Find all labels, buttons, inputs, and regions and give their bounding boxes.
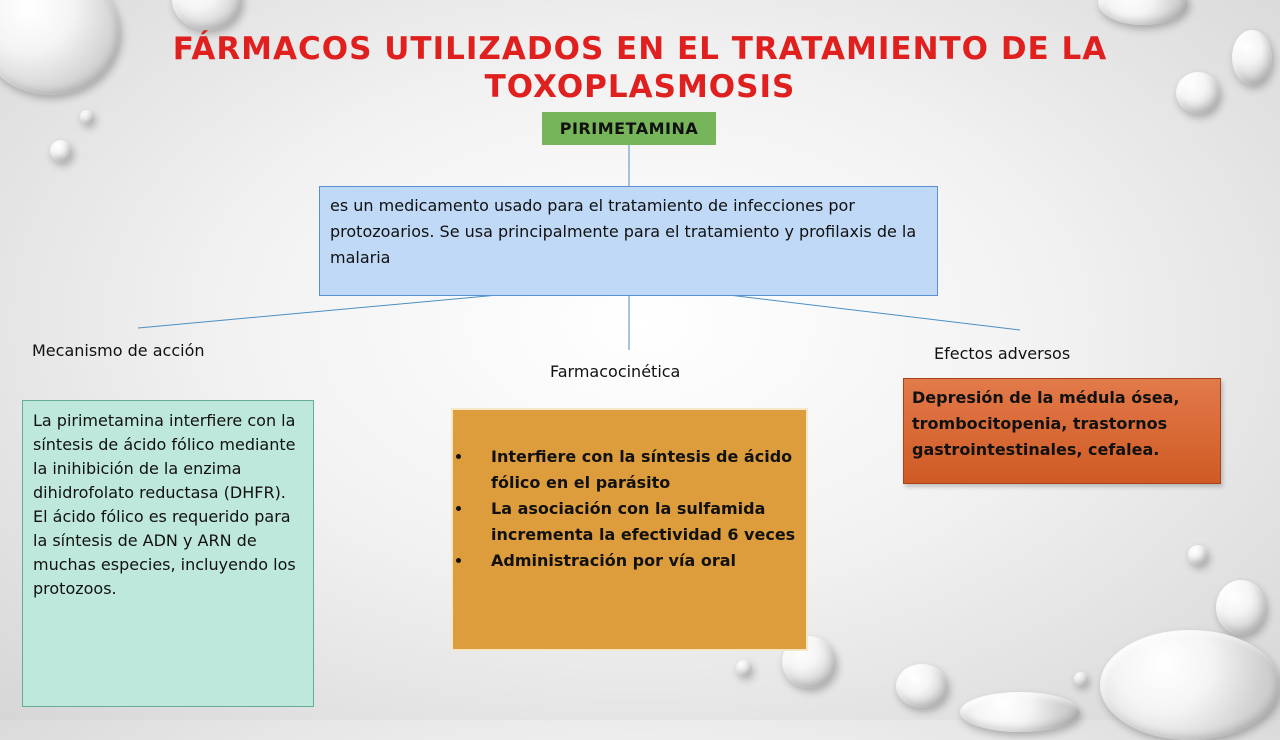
list-item: • La asociación con la sulfamida incrementa la efectividad 6 veces — [473, 496, 802, 548]
pharmacokinetics-box — [451, 408, 808, 651]
list-item: • Interfiere con la síntesis de ácido fólico en el parásito — [473, 444, 802, 496]
mechanism-box: La pirimetamina interfiere con la síntesis de ácido fólico mediante la inihibición de la enzima dihidrofolato reductasa (DHFR). El ácido fólico es requerido para la síntesis de ADN y ARN de muchas especies, incluyendo los protozoos. — [22, 400, 314, 707]
root-node-pirimetamina: PIRIMETAMINA — [542, 112, 716, 145]
definition-box: es un medicamento usado para el tratamiento de infecciones por protozoarios. Se usa principalmente para el tratamiento y profilaxis de la malaria — [319, 186, 938, 296]
adverse-effects-label: Efectos adversos — [934, 344, 1071, 363]
page-title: FÁRMACOS UTILIZADOS EN EL TRATAMIENTO DE LA TOXOPLASMOSIS — [172, 31, 1108, 105]
pharmacokinetics-list — [457, 444, 802, 574]
adverse-effects-box: Depresión de la médula ósea, trombocitopenia, trastornos gastrointestinales, cefalea. — [903, 378, 1221, 484]
list-item: • Administración por vía oral — [473, 548, 802, 574]
mechanism-label: Mecanismo de acción — [32, 341, 205, 360]
pharmacokinetics-label: Farmacocinética — [550, 362, 681, 381]
